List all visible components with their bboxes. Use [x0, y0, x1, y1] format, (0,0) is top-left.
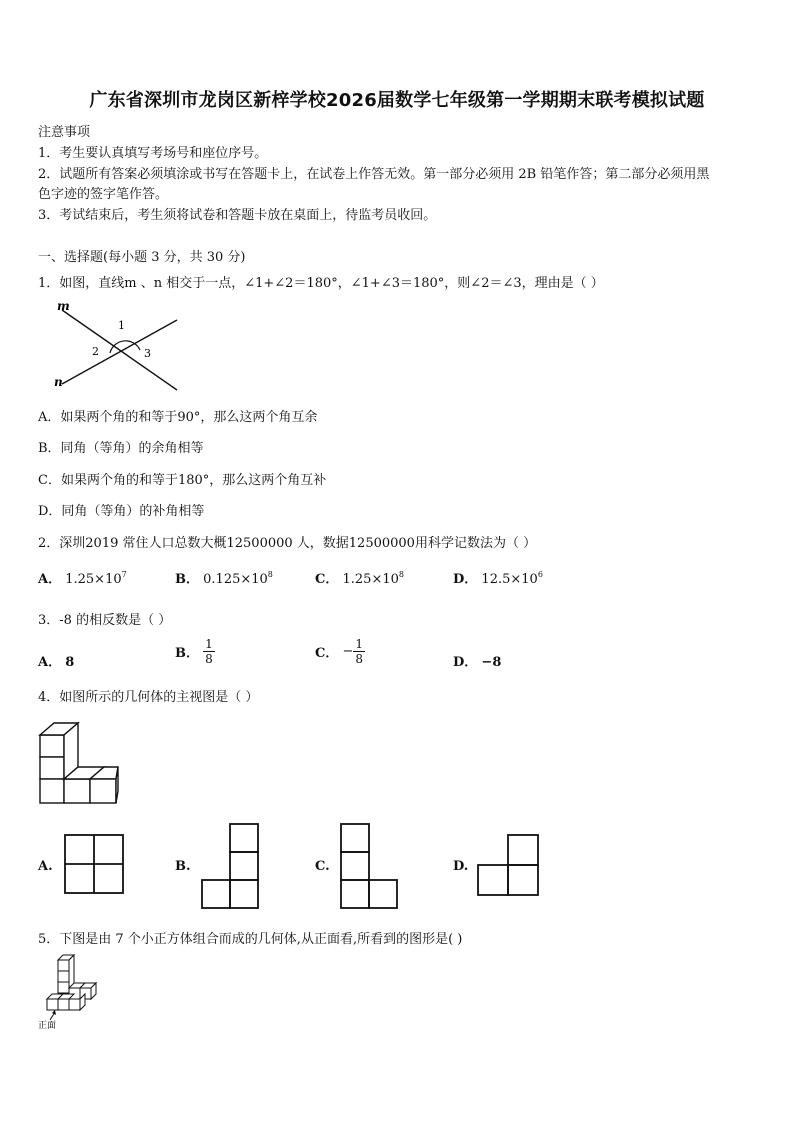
option-a: A． 8: [38, 655, 75, 670]
seven-cubes-figure: [38, 952, 102, 1032]
option-d-shape-figure: [477, 834, 541, 898]
angle-1-label: 1: [118, 319, 125, 332]
option-d-label: D.: [453, 859, 469, 874]
option-d: D．同角（等角）的补角相等: [38, 504, 205, 519]
angle-2-label: 2: [92, 345, 99, 358]
notice-heading: 注意事项: [38, 125, 91, 140]
question-4-stem: 4．如图所示的几何体的主视图是（ ）: [38, 690, 259, 705]
option-b: B．同角（等角）的余角相等: [38, 441, 204, 456]
question-3-stem: 3．-8 的相反数是（ ）: [38, 613, 172, 628]
option-b: B． $\frac{1}{8}$: [175, 637, 213, 666]
option-a-grid-figure: [64, 834, 126, 896]
cube-stack-figure: [38, 718, 120, 806]
option-c: C．如果两个角的和等于180°，那么这两个角互补: [38, 473, 327, 488]
option-c-label: C.: [315, 859, 330, 874]
intersecting-lines-figure: [52, 298, 182, 393]
option-c: C． − $\frac{1}{8}$: [315, 637, 364, 666]
notice-item: 色字迹的签字笔作答。: [38, 187, 169, 202]
option-d: D． $12.5\times 10^6$: [453, 570, 543, 587]
question-5-stem: 5．下图是由 7 个小正方体组合而成的几何体,从正面看,所看到的图形是( ): [38, 932, 463, 947]
line-m-label: m: [57, 299, 70, 313]
option-c: C． $1.25\times 10^8$: [315, 570, 404, 587]
option-b: B． $0.125\times 10^8$: [175, 570, 273, 587]
section-heading: 一、选择题(每小题 3 分，共 30 分): [38, 250, 246, 265]
notice-item: 2．试题所有答案必须填涂或书写在答题卡上，在试卷上作答无效。第一部分必须用 2B 铅笔作答；第二部分必须用黑: [38, 167, 710, 182]
option-c-shape-figure: [339, 823, 401, 911]
option-b-shape-figure: [200, 823, 262, 911]
notice-item: 1．考生要认真填写考场号和座位序号。: [38, 146, 268, 161]
page-title: 广东省深圳市龙岗区新梓学校2026届数学七年级第一学期期末联考模拟试题: [89, 90, 705, 111]
front-view-label: 正面: [38, 1021, 57, 1031]
option-d: D． −8: [453, 655, 502, 670]
line-n-label: n: [54, 375, 63, 389]
option-b-label: B.: [175, 859, 191, 874]
notice-item: 3．考试结束后，考生须将试卷和答题卡放在桌面上，待监考员收回。: [38, 208, 437, 223]
option-a-label: A.: [38, 859, 53, 874]
question-1-stem: 1．如图，直线m 、n 相交于一点，∠1+∠2＝180°，∠1+∠3＝180°，则∠2＝∠3，理由是（ ）: [38, 276, 604, 291]
question-2-stem: 2．深圳2019 常住人口总数大概12500000 人，数据12500000用科学记数法为（ ）: [38, 536, 537, 551]
option-a: A．如果两个角的和等于90°，那么这两个角互余: [38, 410, 318, 425]
angle-3-label: 3: [144, 347, 151, 360]
option-a: A． $1.25\times 10^7$: [38, 570, 127, 587]
